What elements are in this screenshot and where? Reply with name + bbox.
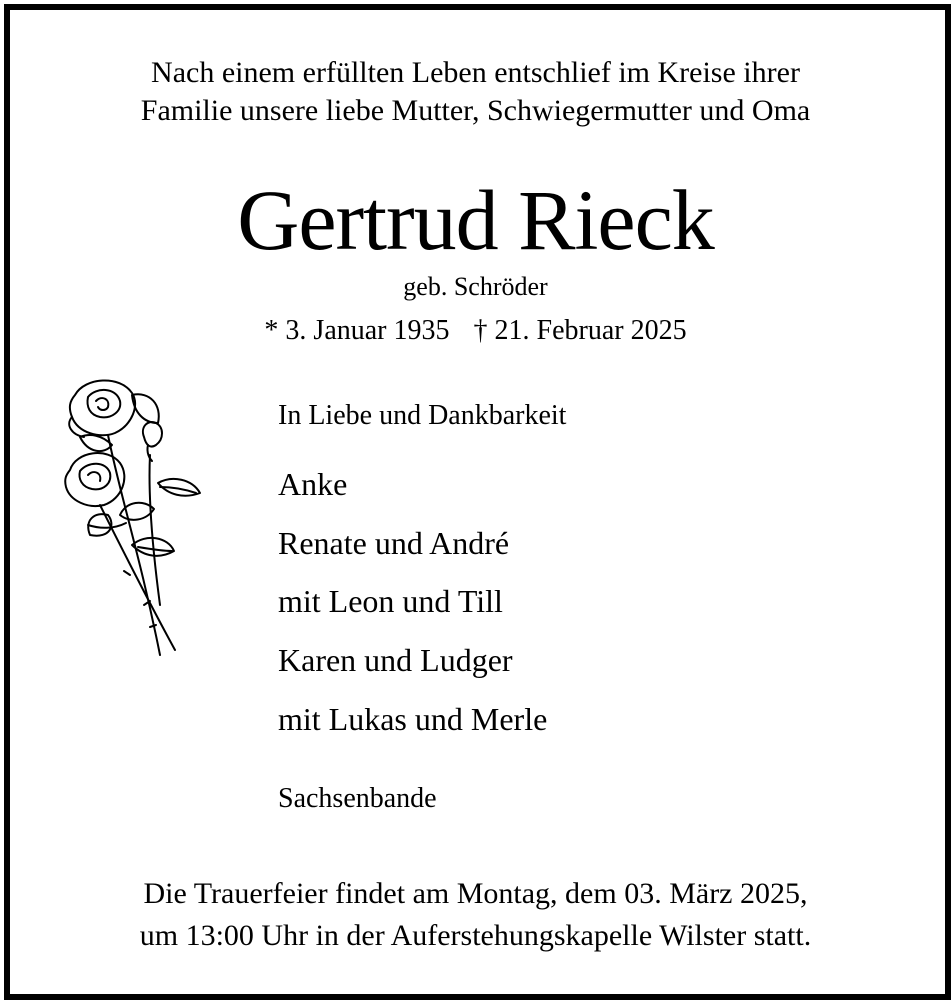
rose-icon [60,375,210,660]
funeral-info-line-1: Die Trauerfeier findet am Montag, dem 03. März 2025, [143,877,808,910]
birth-date: * 3. Januar 1935 [264,315,450,346]
deceased-name: Gertrud Rieck [237,172,714,268]
mourner-2: Renate und André [278,525,510,561]
intro-line-1: Nach einem erfüllten Leben entschlief im Kreise ihrer [151,56,800,89]
thanks-line: In Liebe und Dankbarkeit [278,400,567,431]
place-name: Sachsenbande [278,783,437,814]
death-date: † 21. Februar 2025 [473,315,687,346]
maiden-name: geb. Schröder [403,272,548,301]
mourner-1: Anke [278,466,348,502]
mourner-3: mit Leon und Till [278,583,503,619]
mourner-4: Karen und Ludger [278,642,513,678]
life-dates [0,313,951,349]
mourner-5: mit Lukas und Merle [278,701,548,737]
funeral-info-line-2: um 13:00 Uhr in der Auferstehungskapelle Wilster statt. [139,919,812,952]
intro-line-2: Familie unsere liebe Mutter, Schwiegermutter und Oma [140,94,811,127]
